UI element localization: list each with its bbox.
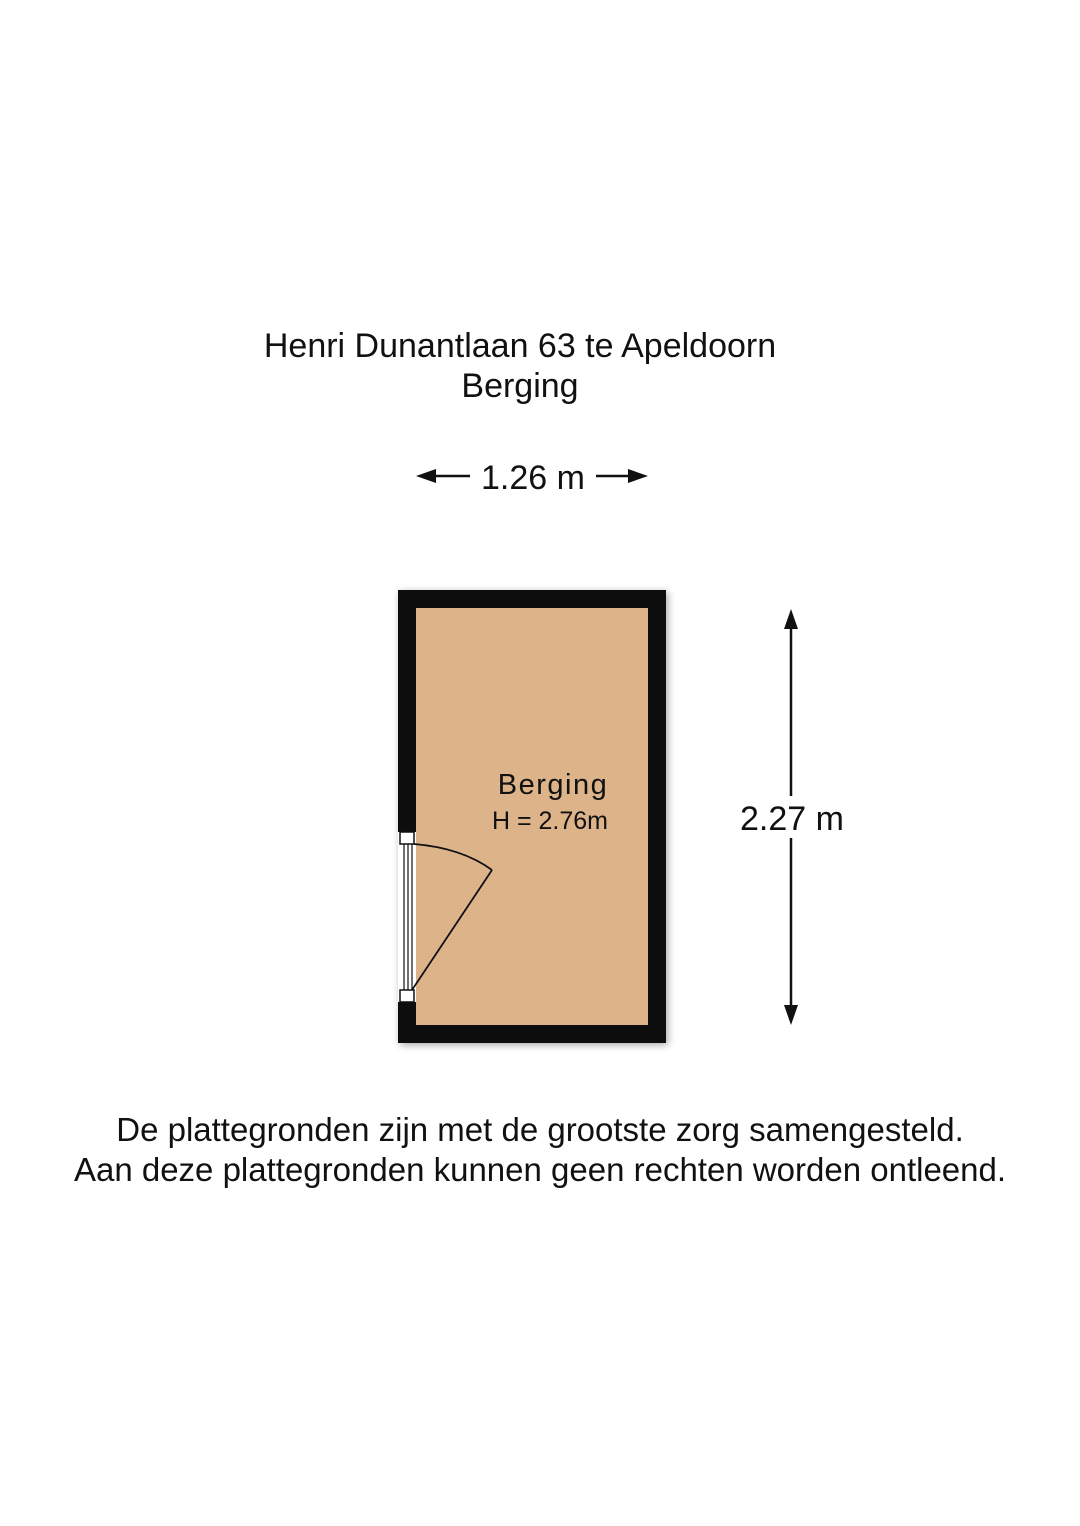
height-arrow-top-head <box>784 609 798 629</box>
room-height-label: H = 2.76m <box>491 807 609 835</box>
door-jamb-top <box>400 832 414 844</box>
height-label: 2.27 m <box>740 800 844 838</box>
width-arrow-right-head <box>628 469 648 483</box>
door-opening <box>398 832 416 1002</box>
disclaimer-line-2: Aan deze plattegronden kunnen geen rechten worden ontleend. <box>73 1151 1007 1188</box>
room-name-label: Berging <box>497 769 609 801</box>
width-dimension <box>416 459 648 497</box>
floor-title: Berging <box>461 367 579 405</box>
width-label: 1.26 m <box>481 459 585 497</box>
height-dimension <box>740 609 844 1025</box>
width-arrow-left-head <box>416 469 436 483</box>
height-arrow-bottom-head <box>784 1005 798 1025</box>
door-jamb-bottom <box>400 990 414 1002</box>
disclaimer <box>0 1110 1080 1190</box>
disclaimer-line-1: De plattegronden zijn met de grootste zorg samengesteld. <box>116 1111 964 1148</box>
address-title: Henri Dunantlaan 63 te Apeldoorn <box>263 327 777 365</box>
